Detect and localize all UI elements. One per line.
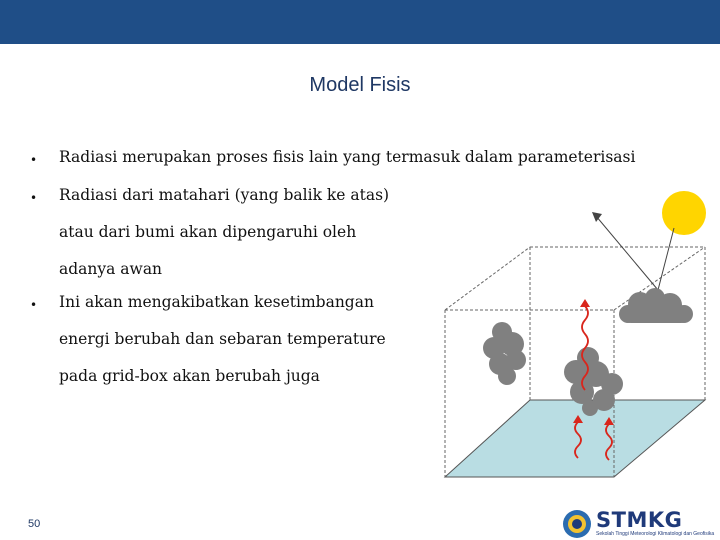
ground-plane xyxy=(445,400,705,477)
header-bar xyxy=(0,0,720,44)
stmkg-emblem-icon xyxy=(560,508,594,540)
slide-title: Model Fisis xyxy=(309,74,411,96)
bullet-2-line-1: Radiasi dari matahari (yang balik ke atas) xyxy=(59,186,390,204)
bullet-marker: • xyxy=(30,298,38,312)
stmkg-logo-subtitle: Sekolah Tinggi Meteorologi Klimatologi dan Geofisika xyxy=(596,531,715,537)
bullet-3-line-1: Ini akan mengakibatkan kesetimbangan xyxy=(59,293,374,311)
bullet-1-line-1: Radiasi merupakan proses fisis lain yang termasuk dalam parameterisasi xyxy=(59,148,636,166)
bullet-marker: • xyxy=(30,153,38,167)
sunlight-ray xyxy=(596,216,674,290)
cloud-icon xyxy=(483,322,526,385)
bullet-2-line-2: atau dari bumi akan dipengaruhi oleh xyxy=(59,223,357,241)
stmkg-logo-text: STMKG xyxy=(596,508,683,532)
bullet-3-line-2: energi berubah dan sebaran temperature xyxy=(59,330,386,348)
arrow-head xyxy=(592,212,602,222)
bullet-2-line-3: adanya awan xyxy=(59,260,163,278)
bullet-marker: • xyxy=(30,191,38,205)
grid-box-illustration xyxy=(420,180,720,480)
page-number: 50 xyxy=(28,518,41,530)
bullet-3-line-3: pada grid-box akan berubah juga xyxy=(59,367,320,385)
cloud-icon xyxy=(619,288,693,323)
sun-icon xyxy=(662,191,706,235)
arrow-head xyxy=(580,299,590,307)
box-edge xyxy=(445,247,530,310)
